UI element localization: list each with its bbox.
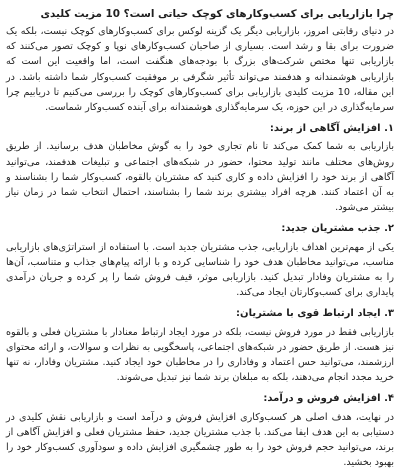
section-heading: ۱. افزایش آگاهی از برند:: [269, 123, 394, 135]
section-customer-relationship: [6, 306, 394, 385]
section-heading: ۴. افزایش فروش و درآمد:: [263, 393, 394, 405]
intro-paragraph: در دنیای رقابتی امروز، بازاریابی دیگر یک گزینه لوکس برای کسب‌وکارهای کوچک نیست، بلکه یک ضرورت برای بقا و رشد است. بسیاری از صاحبان کسب‌وکارهای نوپا و کوچک تصور می‌کنند که بازاریابی تنها مختص شرکت‌های بزرگ با بودجه‌های هنگفت است، اما واقعیت این است که بازاریابی هوشمندانه و هدفمند می‌تواند تأثیر شگرفی بر موفقیت کسب‌وکار شما داشته باشد. در این مقاله، 10 مزیت کلیدی بازاریابی برای کسب‌وکارهای کوچک را بررسی می‌کنیم تا دریابیم چرا سرمایه‌گذاری در این حوزه، یک سرمایه‌گذاری هوشمندانه برای آینده کسب‌وکار شماست.: [6, 26, 394, 114]
section-new-customers: [6, 221, 394, 300]
section-sales-revenue: [6, 391, 394, 470]
section-paragraph: بازاریابی به شما کمک می‌کند تا نام تجاری خود را به گوش مخاطبان هدف برسانید. از طریق روش‌های مختلف مانند تولید محتوا، حضور در شبکه‌های اجتماعی و تبلیغات هدفمند، می‌توانید آگاهی از برند خود را افزایش داده و کاری کنید که مشتریان بالقوه، کسب‌وکار شما را بشناسند و به آن اعتماد کنند. هرچه افراد بیشتری برند شما را بشناسند، احتمال انتخاب شما در زمان نیاز بیشتر می‌شود.: [6, 141, 394, 214]
section-heading: ۳. ایجاد ارتباط قوی با مشتریان:: [236, 308, 394, 320]
section-brand-awareness: [6, 121, 394, 215]
section-paragraph: در نهایت، هدف اصلی هر کسب‌وکاری افزایش فروش و درآمد است و بازاریابی نقش کلیدی در دستیابی به این هدف ایفا می‌کند. با جذب مشتریان جدید، حفظ مشتریان فعلی و افزایش آگاهی از برند، می‌توانید حجم فروش خود را به طور چشمگیری افزایش داده و سودآوری کسب‌وکار خود را بهبود بخشید.: [6, 411, 394, 469]
article-title: چرا بازاریابی برای کسب‌وکارهای کوچک حیاتی است؟ 10 مزیت کلیدی: [40, 8, 394, 20]
section-heading: ۲. جذب مشتریان جدید:: [281, 223, 394, 235]
section-paragraph: یکی از مهم‌ترین اهداف بازاریابی، جذب مشتریان جدید است. با استفاده از استراتژی‌های بازاریابی مناسب، می‌توانید مخاطبان هدف خود را شناسایی کرده و با ارائه پیام‌های جذاب و متناسب، آن‌ها را به مشتریان وفادار تبدیل کنید. بازاریابی موثر، قیف فروش شما را پر کرده و جریان درآمدی پایداری برای کسب‌وکارتان ایجاد می‌کند.: [6, 241, 394, 299]
section-paragraph: بازاریابی فقط در مورد فروش نیست، بلکه در مورد ایجاد ارتباط معنادار با مشتریان فعلی و بالقوه نیز هست. از طریق حضور در شبکه‌های اجتماعی، پاسخگویی به نظرات و سوالات، و ارائه محتوای ارزشمند، می‌توانید حس اعتماد و وفاداری را در مخاطبان خود ایجاد کنید. مشتریان وفادار، نه تنها خرید مجدد انجام می‌دهند، بلکه به مبلغان برند شما نیز تبدیل می‌شوند.: [6, 326, 394, 384]
